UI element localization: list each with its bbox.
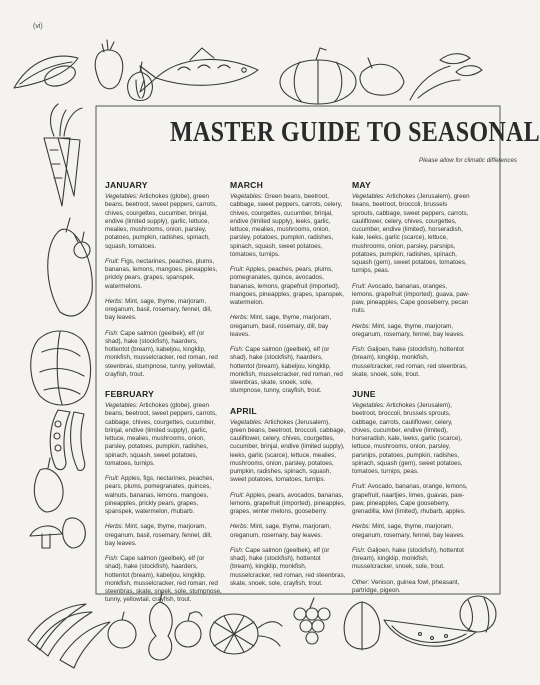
month-section-february bbox=[105, 389, 222, 605]
watermelon-icon bbox=[384, 620, 476, 646]
pumpkin-icon bbox=[280, 48, 356, 104]
fig-leaf-icon bbox=[344, 602, 380, 650]
apples-icon bbox=[108, 612, 202, 648]
vegetables-entry: Vegetables: Artichokes (globe), green beans, beetroot, sweet peppers, carrots, cabbage, chives, courgettes, cucumber, brinjal, endive (limited supply), garlic, lettuce, mealies, mushrooms, onion, parsley, potatoes, pumpkin, radishes, spinach, squash, sweet potatoes, tomatoes, turnips. bbox=[105, 402, 217, 467]
herbs-entry: Herbs: Mint, sage, thyme, marjoram, oreganum, rosemary, fennel, bay leaves. bbox=[352, 523, 465, 539]
mushrooms-icon bbox=[30, 526, 62, 548]
fruit-entry: Fruit: Apples, pears, avocados, bananas, lemons, grapefruit (imported), pineapples, grapes, winter melons, gooseberry. bbox=[230, 491, 346, 515]
vegetables-entry: Vegetables: Artichokes (Jerusalem), beetroot, broccoli, brussels sprouts, cabbage, carrots, cauliflower, celery, chives, cucumber, endive (limited), horseradish, kale, leeks, garlic (scarce), lettuce, mushrooms, onion, parsley, parsnips, potatoes, pumpkin, radishes, spinach, squash (gem), sweet potatoes, tomatoes, turnips, peas. bbox=[352, 402, 463, 475]
other-entry: Other: Venison, guinea fowl, pheasant, partridge, pigeon. bbox=[352, 578, 460, 594]
page-number: (vi) bbox=[33, 23, 43, 30]
fruit-entry: Fruit: Apples, figs, nectarines, peaches, pears, plums, pomegranates, quinces, walnuts, bananas, lemons, mangoes, pineapples, prickly pears, grapes, spanspek, watermelon, rhubarb. bbox=[105, 475, 215, 515]
vegetables-entry: Vegetables: Artichokes (globe), green beans, beetroot, sweet peppers, carrots, chives, courgettes, cucumber, brinjal, endive (limited supply), garlic, lettuce, mealies, mushrooms, onion, parsley, potatoes, pumpkin, radishes, spinach, squash, tomatoes. bbox=[105, 193, 217, 250]
vegetables-entry: Vegetables: Artichokes (Jerusalem), green beans, beetroot, broccoli, brussels sprouts, cabbage, sweet peppers, carrots, cauliflower, celery, chives, courgettes, cucumber, endive (limited), horseradish, kale, leeks, garlic (scarce), lettuce, mushrooms, onion, parsley, parsnips, potatoes, pumpkin, radishes, spinach, squash (gem), sweet potatoes, tomatoes, turnips, peas. bbox=[352, 193, 470, 275]
column-2 bbox=[230, 180, 346, 598]
fruit-entry: Fruit: Apples, peaches, pears, plums, pomegranates, quince, avocados, bananas, lemons, grapefruit (imported), mangoes, pineapples, grapes, spanspek, watermelon. bbox=[230, 266, 344, 306]
page-title: MASTER GUIDE TO SEASONAL bbox=[170, 117, 540, 148]
pea-pods-icon bbox=[50, 410, 85, 470]
month-heading: MAY bbox=[352, 180, 371, 190]
month-section-may bbox=[352, 180, 470, 379]
beans-icon bbox=[14, 56, 78, 90]
fruit-entry: Fruit: Avocado, bananas, oranges, lemons, grapefruit (imported), guava, paw-paw, pineapples, Cape gooseberry, pecan nuts. bbox=[352, 282, 470, 315]
cabbage-icon bbox=[31, 331, 91, 405]
fish-entry: Fish: Galjoen, hake (stockfish), hottentot (bream), kingklip, monkfish, musselcracker, red roman, red steenbras, skate, snoek, sole, trout. bbox=[352, 346, 468, 378]
squash-icon bbox=[48, 218, 93, 316]
column-3 bbox=[352, 180, 470, 605]
month-heading: JANUARY bbox=[105, 180, 148, 190]
pineapple-icon bbox=[210, 614, 282, 654]
fish-entry: Fish: Galjoen, hake (stockfish), hottentot (bream), kingklip, monkfish, musselcracker, snoek, sole, trout. bbox=[352, 546, 464, 571]
month-heading: APRIL bbox=[230, 405, 257, 416]
grapes-icon bbox=[294, 598, 330, 644]
fruit-entry: Fruit: Avocado, bananas, orange, lemons, grapefruit, naartjies, limes, guavas, paw-paw, pineapples, Cape gooseberry, grenadilla, kiwi (limited), rhubarb, apples. bbox=[352, 483, 468, 515]
vegetables-entry: Vegetables: Artichokes (Jerusalem), green beans, beetroot, broccoli, cabbage, cauliflower, celery, chives, courgettes, cucumber, brinjal, endive (limited supply), leeks, garlic (scarce), lettuce, mealies, mushrooms, onion, parsley, potatoes, pumpkin, radishes, spinach, squash, sweet potatoes, tomatoes, turnips. bbox=[230, 418, 346, 484]
carrot-top-icon bbox=[410, 54, 482, 100]
fish-icon bbox=[140, 48, 258, 92]
fruit-entry: Fruit: Figs, nectarines, peaches, plums, bananas, lemons, mangoes, pineapples, prickly pears, grapes, spanspek, watermelons. bbox=[105, 257, 218, 290]
month-section-march bbox=[230, 180, 346, 396]
fish-entry: Fish: Cape salmon (geelbek), elf (or shad), hake (stockfish), haarders, hottentot (bream), kabeljou, kingklip, monkfish, musselcracker, red roman, red steenbras, stumpnose, tunny, yellowtail, crayfish, trout. bbox=[105, 329, 218, 378]
column-1 bbox=[105, 180, 222, 615]
month-heading: MARCH bbox=[230, 180, 263, 190]
carrots-icon bbox=[44, 104, 82, 206]
month-section-june bbox=[352, 389, 470, 595]
herbs-entry: Herbs: Mint, sage, thyme, marjoram, oreganum, basil, rosemary, fennel, dill, bay leaves. bbox=[105, 297, 212, 322]
herbs-entry: Herbs: Mint, sage, thyme, marjoram, oreganum, basil, rosemary, fennel, dill, bay leaves. bbox=[105, 523, 212, 547]
fish-entry: Fish: Cape salmon (geelbek), elf (or shad), hake (stockfish), hottentot (bream), kingklip, monkfish, musselcracker, red roman, red steenbras, skate, snoek, sole, crayfish, trout. bbox=[230, 546, 346, 587]
fish-entry: Fish: Cape salmon (geelbek), elf (or shad), hake (stockfish), haarders, hottentot (bream), kabeljou, kingklip, monkfish, musselcracker, red roman, red steenbras, skate, snoek, sole, stumpnose, tunny, crayfish, trout. bbox=[230, 346, 343, 395]
herbs-entry: Herbs: Mint, sage, thyme, marjoram, oreganum, rosemary, fennel, bay leaves. bbox=[352, 322, 465, 338]
pepper-icon bbox=[360, 58, 404, 95]
aubergine-icon bbox=[95, 40, 122, 89]
herbs-entry: Herbs: Mint, sage, thyme, marjoram, oreganum, rosemary, bay leaves. bbox=[230, 523, 332, 539]
bananas-icon bbox=[28, 604, 110, 668]
vegetables-entry: Vegetables: Green beans, beetroot, cabbage, sweet peppers, carrots, celery, chives, courgettes, cucumber, brinjal, endive (limited supply), leeks, garlic, lettuce, mealies, mushrooms, onion, parsley, potatoes, pumpkin, radishes, spinach, squash, sweet potatoes, tomatoes, turnips. bbox=[230, 193, 343, 258]
month-section-april bbox=[230, 406, 346, 589]
month-section-january bbox=[105, 180, 222, 379]
page-subtitle: Please allow for climatic differences bbox=[419, 157, 518, 164]
herbs-entry: Herbs: Mint, sage, thyme, marjoram, oreganum, basil, rosemary, dill, bay leaves. bbox=[230, 314, 332, 338]
fish-entry: Fish: Cape salmon (geelbek), elf (or shad), hake (stockfish), haarders, hottentot (bream), kabeljou, kingklip, monkfish, musselcracker, red roman, red steenbras, skate, snoek, sole, stumpnose, tunny, yellowtail, crayfish, trout. bbox=[105, 555, 222, 604]
month-heading: JUNE bbox=[352, 389, 376, 399]
month-heading: FEBRUARY bbox=[105, 389, 155, 399]
